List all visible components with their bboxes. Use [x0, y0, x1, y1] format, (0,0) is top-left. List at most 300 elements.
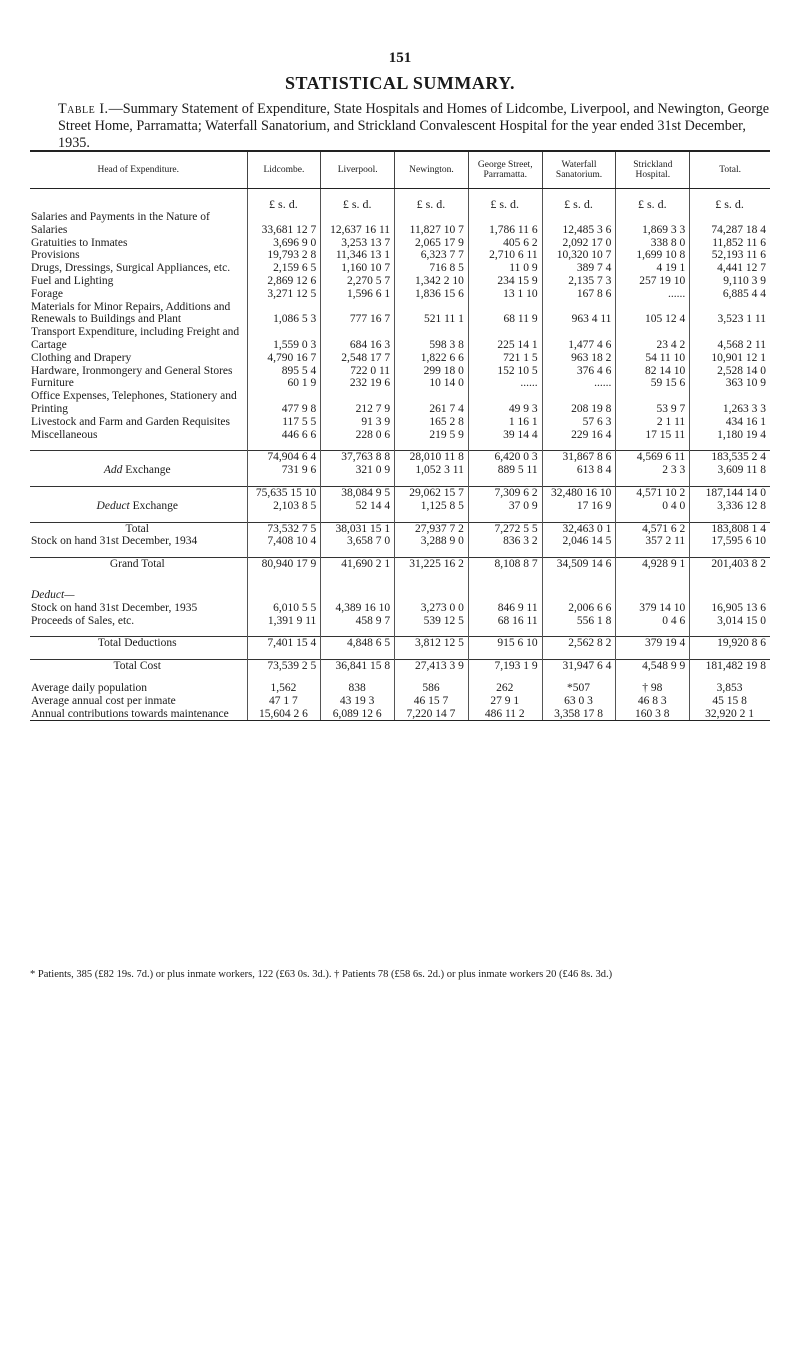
table-cell: 6,885 4 4	[690, 288, 770, 301]
column-header: Liverpool.	[321, 151, 395, 189]
table-cell: 46 15 7	[395, 695, 469, 708]
table-cell: 160 3 8	[616, 708, 690, 721]
row-label	[30, 477, 247, 487]
table-cell: 60 1 9	[247, 377, 321, 390]
table-cell	[542, 477, 616, 487]
table-cell: 68 11 9	[468, 301, 542, 327]
table-cell: 363 10 9	[690, 377, 770, 390]
spacer-row	[30, 571, 770, 580]
table-cell	[542, 673, 616, 682]
table-cell: 6,010 5 5	[247, 602, 321, 615]
table-cell	[321, 673, 395, 682]
table-cell: 181,482 19 8	[690, 660, 770, 673]
table-cell: 6,089 12 6	[321, 708, 395, 721]
row-label-italic: Deduct	[96, 499, 130, 512]
stock-row	[30, 535, 770, 548]
row-label: Drugs, Dressings, Surgical Appliances, etc.	[31, 262, 231, 275]
row-label: Total Deductions	[30, 637, 247, 650]
spacer-row	[30, 513, 770, 523]
row-label: Livestock and Farm and Garden Requisites	[31, 415, 230, 428]
units-row	[30, 189, 770, 212]
table-cell	[616, 673, 690, 682]
table-cell: 7,220 14 7	[395, 708, 469, 721]
row-label	[30, 580, 247, 589]
footnote: * Patients, 385 (£82 19s. 7d.) or plus inmate workers, 122 (£63 0s. 3d.). † Patients 78 (£58 6s. 2d.) or plus inmate workers 20 (£46 8s. 3d.)	[30, 969, 613, 980]
row-label: Total	[30, 522, 247, 535]
table-row	[30, 249, 770, 262]
table-cell: 19,920 8 6	[690, 637, 770, 650]
table-cell: 11,852 11 6	[690, 237, 770, 250]
table-cell: 105 12 4	[616, 301, 690, 327]
table-cell	[616, 571, 690, 580]
table-cell: 10 14 0	[395, 377, 469, 390]
table-cell	[321, 627, 395, 637]
table-cell	[395, 477, 469, 487]
table-row	[30, 390, 770, 416]
table-cell	[247, 580, 321, 589]
table-cell	[395, 441, 469, 451]
table-cell	[395, 571, 469, 580]
table-cell	[468, 650, 542, 660]
table-cell	[321, 650, 395, 660]
table-cell: 1,786 11 6	[468, 211, 542, 237]
table-cell: 598 3 8	[395, 326, 469, 352]
table-cell: 262	[468, 682, 542, 695]
table-cell: 117 5 5	[247, 416, 321, 429]
table-cell: 52,193 11 6	[690, 249, 770, 262]
table-cell: 17,595 6 10	[690, 535, 770, 548]
table-cell: 3,358 17 8	[542, 708, 616, 721]
table-cell: 37 0 9	[468, 500, 542, 513]
table-cell	[690, 650, 770, 660]
table-cell	[542, 580, 616, 589]
row-label: Miscellaneous	[31, 428, 98, 441]
total-deductions-row	[30, 637, 770, 650]
table-cell: 586	[395, 682, 469, 695]
spacer-row	[30, 477, 770, 487]
table-cell	[542, 441, 616, 451]
table-cell: 31,867 8 6	[542, 451, 616, 464]
table-cell	[247, 627, 321, 637]
table-cell: 846 9 11	[468, 602, 542, 615]
column-header: Lidcombe.	[247, 151, 321, 189]
table-cell: 4,848 6 5	[321, 637, 395, 650]
table-cell: 234 15 9	[468, 275, 542, 288]
table-cell: 75,635 15 10	[247, 486, 321, 499]
table-cell	[468, 548, 542, 558]
table-cell: 3,853	[690, 682, 770, 695]
table-cell: 3,523 1 11	[690, 301, 770, 327]
deduct-row	[30, 615, 770, 628]
spacer-row	[30, 673, 770, 682]
table-cell	[247, 673, 321, 682]
table-cell	[616, 513, 690, 523]
table-cell: 10,901 12 1	[690, 352, 770, 365]
table-cell: 46 8 3	[616, 695, 690, 708]
table-cell: 10,320 10 7	[542, 249, 616, 262]
table-cell: 38,084 9 5	[321, 486, 395, 499]
table-cell	[542, 548, 616, 558]
table-cell: ......	[468, 377, 542, 390]
row-label: Hardware, Ironmongery and General Stores	[31, 364, 233, 377]
table-cell: 915 6 10	[468, 637, 542, 650]
table-cell: 59 15 6	[616, 377, 690, 390]
table-cell: 2,103 8 5	[247, 500, 321, 513]
table-cell: 74,904 6 4	[247, 451, 321, 464]
table-cell	[395, 513, 469, 523]
table-cell	[690, 513, 770, 523]
table-cell: 27 9 1	[468, 695, 542, 708]
table-cell: 1,125 8 5	[395, 500, 469, 513]
column-header: Newington.	[395, 151, 469, 189]
table-cell: 684 16 3	[321, 326, 395, 352]
table-cell: 889 5 11	[468, 464, 542, 477]
table-cell: 201,403 8 2	[690, 558, 770, 571]
table-cell: 1,342 2 10	[395, 275, 469, 288]
table-cell: 477 9 8	[247, 390, 321, 416]
grand-total-row	[30, 558, 770, 571]
table-cell: 9,110 3 9	[690, 275, 770, 288]
table-cell	[321, 548, 395, 558]
table-cell: ......	[542, 377, 616, 390]
table-cell: 11,827 10 7	[395, 211, 469, 237]
subtotal-row	[30, 486, 770, 499]
row-label: Annual contributions towards maintenance	[30, 708, 247, 721]
table-cell: 16,905 13 6	[690, 602, 770, 615]
table-cell: 232 19 6	[321, 377, 395, 390]
table-cell	[247, 548, 321, 558]
table-body	[30, 189, 770, 721]
table-cell: 208 19 8	[542, 390, 616, 416]
table-cell: 167 8 6	[542, 288, 616, 301]
table-cell	[468, 571, 542, 580]
table-cell: 446 6 6	[247, 429, 321, 442]
spacer-row	[30, 650, 770, 660]
table-cell: 6,420 0 3	[468, 451, 542, 464]
row-label	[30, 464, 247, 477]
table-cell: 1,086 5 3	[247, 301, 321, 327]
table-cell: 731 9 6	[247, 464, 321, 477]
table-cell: 777 16 7	[321, 301, 395, 327]
row-label	[30, 571, 247, 580]
table-cell: 11 0 9	[468, 262, 542, 275]
table-cell: 4,790 16 7	[247, 352, 321, 365]
table-cell	[321, 477, 395, 487]
deduct-exchange-row	[30, 500, 770, 513]
table-row	[30, 326, 770, 352]
table-cell	[247, 441, 321, 451]
table-cell: 721 1 5	[468, 352, 542, 365]
deduct-heading: Deduct—	[31, 588, 75, 601]
table-cell: ......	[616, 288, 690, 301]
row-label: Office Expenses, Telephones, Stationery and Printing	[31, 390, 237, 415]
table-cell: 4,571 10 2	[616, 486, 690, 499]
table-cell	[395, 650, 469, 660]
table-cell: 3,288 9 0	[395, 535, 469, 548]
table-cell: 225 14 1	[468, 326, 542, 352]
table-cell: 43 19 3	[321, 695, 395, 708]
unit-label: £ s. d.	[321, 189, 395, 212]
page-heading: STATISTICAL SUMMARY.	[284, 73, 516, 93]
table-row	[30, 365, 770, 378]
table-cell: 7,408 10 4	[247, 535, 321, 548]
table-cell: 39 14 4	[468, 429, 542, 442]
column-header: George Street, Parramatta.	[468, 151, 542, 189]
table-cell	[321, 513, 395, 523]
table-cell: 219 5 9	[395, 429, 469, 442]
row-label: Transport Expenditure, including Freight and Cartage	[31, 326, 240, 351]
table-cell: 19,793 2 8	[247, 249, 321, 262]
table-cell	[690, 627, 770, 637]
table-cell: 2,548 17 7	[321, 352, 395, 365]
row-label: Provisions	[31, 249, 80, 262]
table-cell: 4,389 16 10	[321, 602, 395, 615]
page-number: 151	[388, 50, 412, 66]
table-row	[30, 288, 770, 301]
table-cell: 57 6 3	[542, 416, 616, 429]
table-cell	[690, 673, 770, 682]
table-cell: 73,539 2 5	[247, 660, 321, 673]
table-cell	[690, 548, 770, 558]
row-label-italic: Add	[103, 464, 123, 477]
row-label: Fuel and Lighting	[31, 274, 114, 287]
table-cell: 13 1 10	[468, 288, 542, 301]
table-cell	[616, 441, 690, 451]
unit-label: £ s. d.	[247, 189, 321, 212]
table-cell	[616, 548, 690, 558]
table-cell: 838	[321, 682, 395, 695]
row-label: Average daily population	[31, 681, 148, 694]
table-cell	[395, 548, 469, 558]
table-cell: 1,836 15 6	[395, 288, 469, 301]
table-cell: 4,441 12 7	[690, 262, 770, 275]
table-cell: 2,270 5 7	[321, 275, 395, 288]
table-cell: 17 16 9	[542, 500, 616, 513]
row-label: Total Cost	[30, 660, 247, 673]
subtotal-row	[30, 451, 770, 464]
table-cell: 357 2 11	[616, 535, 690, 548]
table-caption	[58, 101, 774, 152]
table-cell: 7,272 5 5	[468, 522, 542, 535]
table-cell: 49 9 3	[468, 390, 542, 416]
row-label: Stock on hand 31st December, 1935	[31, 601, 198, 614]
table-cell: 31,225 16 2	[395, 558, 469, 571]
table-cell: 2,710 6 11	[468, 249, 542, 262]
average-row	[30, 695, 770, 708]
table-cell: 1,869 3 3	[616, 211, 690, 237]
row-label-text: Exchange	[132, 499, 178, 512]
table-cell: 1,180 19 4	[690, 429, 770, 442]
table-cell: 521 11 1	[395, 301, 469, 327]
table-cell: 405 6 2	[468, 237, 542, 250]
table-cell: 261 7 4	[395, 390, 469, 416]
table-cell	[395, 580, 469, 589]
row-label: Stock on hand 31st December, 1934	[31, 535, 198, 548]
table-cell: 389 7 4	[542, 262, 616, 275]
table-cell	[690, 477, 770, 487]
table-cell: 4,928 9 1	[616, 558, 690, 571]
table-cell: 2 1 11	[616, 416, 690, 429]
table-cell: 2 3 3	[616, 464, 690, 477]
table-header-row	[30, 151, 770, 189]
deduct-row	[30, 602, 770, 615]
table-cell: 2,006 6 6	[542, 602, 616, 615]
table-cell: 963 4 11	[542, 301, 616, 327]
table-row	[30, 377, 770, 390]
unit-label: £ s. d.	[542, 189, 616, 212]
table-cell: 80,940 17 9	[247, 558, 321, 571]
row-label-text: Exchange	[125, 464, 171, 477]
unit-label: £ s. d.	[616, 189, 690, 212]
table-cell: 1,477 4 6	[542, 326, 616, 352]
table-cell: 434 16 1	[690, 416, 770, 429]
table-cell	[468, 477, 542, 487]
table-cell	[542, 571, 616, 580]
table-cell	[468, 627, 542, 637]
table-cell: 1,559 0 3	[247, 326, 321, 352]
spacer-row	[30, 580, 770, 589]
table-cell	[247, 513, 321, 523]
spacer-row	[30, 441, 770, 451]
table-cell: 2,562 8 2	[542, 637, 616, 650]
table-cell: 23 4 2	[616, 326, 690, 352]
table-cell: 836 3 2	[468, 535, 542, 548]
table-cell: 228 0 6	[321, 429, 395, 442]
average-row	[30, 708, 770, 721]
deduct-heading-row	[30, 589, 770, 602]
table-cell: 6,323 7 7	[395, 249, 469, 262]
table-cell: 45 15 8	[690, 695, 770, 708]
table-row	[30, 301, 770, 327]
unit-label: £ s. d.	[395, 189, 469, 212]
table-row	[30, 352, 770, 365]
table-cell: 38,031 15 1	[321, 522, 395, 535]
table-row	[30, 211, 770, 237]
table-cell	[321, 580, 395, 589]
row-label	[30, 500, 247, 513]
table-cell	[468, 513, 542, 523]
table-cell: 165 2 8	[395, 416, 469, 429]
table-cell	[616, 580, 690, 589]
table-cell	[468, 580, 542, 589]
table-cell: † 98	[616, 682, 690, 695]
table-cell: 54 11 10	[616, 352, 690, 365]
table-cell: 539 12 5	[395, 615, 469, 628]
table-cell	[690, 441, 770, 451]
row-label: Forage	[31, 287, 63, 300]
table-cell	[468, 441, 542, 451]
table-cell: 53 9 7	[616, 390, 690, 416]
table-cell	[247, 571, 321, 580]
table-cell: 32,463 0 1	[542, 522, 616, 535]
table-cell: 17 15 11	[616, 429, 690, 442]
table-cell: 8,108 8 7	[468, 558, 542, 571]
average-row	[30, 682, 770, 695]
table-cell: 12,485 3 6	[542, 211, 616, 237]
table-cell	[616, 627, 690, 637]
table-cell: 29,062 15 7	[395, 486, 469, 499]
table-cell: 27,413 3 9	[395, 660, 469, 673]
row-label: Grand Total	[30, 558, 247, 571]
column-header: Waterfall Sanatorium.	[542, 151, 616, 189]
table-cell: 379 14 10	[616, 602, 690, 615]
table-cell: 229 16 4	[542, 429, 616, 442]
table-cell: 41,690 2 1	[321, 558, 395, 571]
row-label	[30, 650, 247, 660]
table-cell	[247, 650, 321, 660]
table-cell	[690, 571, 770, 580]
table-cell: 2,159 6 5	[247, 262, 321, 275]
table-cell: 31,947 6 4	[542, 660, 616, 673]
row-label	[30, 441, 247, 451]
table-cell: 321 0 9	[321, 464, 395, 477]
table-cell: 2,065 17 9	[395, 237, 469, 250]
table-cell: 458 9 7	[321, 615, 395, 628]
table-cell: 1,699 10 8	[616, 249, 690, 262]
table-row	[30, 262, 770, 275]
total-row	[30, 522, 770, 535]
table-cell: 2,092 17 0	[542, 237, 616, 250]
table-cell: 187,144 14 0	[690, 486, 770, 499]
table-cell: 379 19 4	[616, 637, 690, 650]
table-cell: 1,160 10 7	[321, 262, 395, 275]
table-cell	[247, 477, 321, 487]
column-header: Head of Expenditure.	[30, 151, 247, 189]
table-cell	[321, 571, 395, 580]
table-cell: 0 4 0	[616, 500, 690, 513]
table-cell: *507	[542, 682, 616, 695]
row-label: Materials for Minor Repairs, Additions and Renewals to Buildings and Plant	[31, 300, 231, 326]
table-cell: 963 18 2	[542, 352, 616, 365]
table-cell	[542, 513, 616, 523]
table-cell: 1 16 1	[468, 416, 542, 429]
table-cell: 338 8 0	[616, 237, 690, 250]
spacer-row	[30, 548, 770, 558]
row-label: Clothing and Drapery	[31, 351, 132, 364]
table-cell: 2,135 7 3	[542, 275, 616, 288]
table-cell: 52 14 4	[321, 500, 395, 513]
table-cell: 183,535 2 4	[690, 451, 770, 464]
table-cell: 3,014 15 0	[690, 615, 770, 628]
table-cell: 299 18 0	[395, 365, 469, 378]
table-cell: 3,609 11 8	[690, 464, 770, 477]
row-label	[30, 673, 247, 682]
table-cell: 12,637 16 11	[321, 211, 395, 237]
spacer-row	[30, 627, 770, 637]
table-cell	[542, 627, 616, 637]
row-label	[30, 451, 247, 464]
caption-text: —Summary Statement of Expenditure, State Hospitals and Homes of Lidcombe, Liverpool, and Newington, George Street Home, Parramatta; Waterfall Sanatorium, and Strickland Convalescent Hospital for the year ended 31st December, 1935.	[58, 101, 770, 151]
table-cell: 212 7 9	[321, 390, 395, 416]
table-row	[30, 429, 770, 442]
table-cell: 0 4 6	[616, 615, 690, 628]
table-cell: 4,548 9 9	[616, 660, 690, 673]
row-label: Gratuities to Inmates	[31, 236, 128, 249]
table-cell: 1,596 6 1	[321, 288, 395, 301]
table-cell: 7,309 6 2	[468, 486, 542, 499]
row-label	[30, 548, 247, 558]
table-cell: 257 19 10	[616, 275, 690, 288]
table-cell: 91 3 9	[321, 416, 395, 429]
table-row	[30, 416, 770, 429]
table-cell: 74,287 18 4	[690, 211, 770, 237]
table-cell: 1,822 6 6	[395, 352, 469, 365]
unit-label: £ s. d.	[690, 189, 770, 212]
row-label	[30, 486, 247, 499]
table-cell	[542, 650, 616, 660]
table-cell	[616, 477, 690, 487]
table-cell: 1,052 3 11	[395, 464, 469, 477]
